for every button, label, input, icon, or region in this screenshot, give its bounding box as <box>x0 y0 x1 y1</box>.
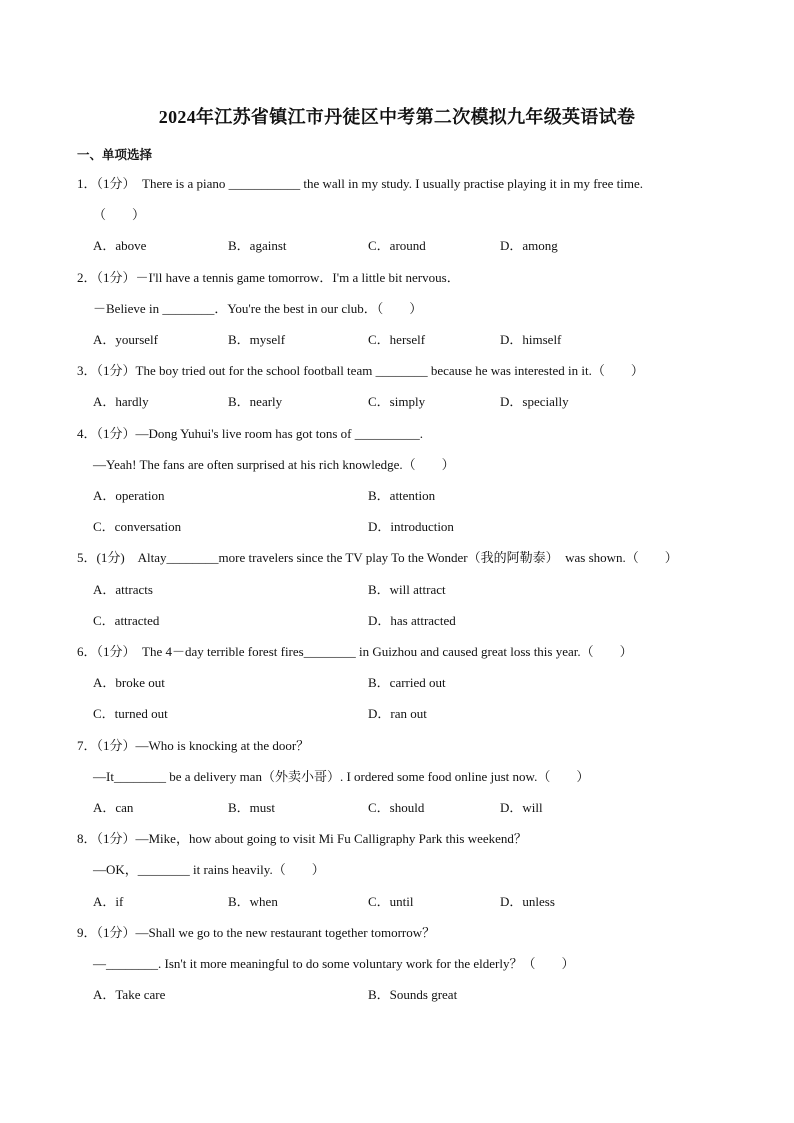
option-1c[interactable]: C．around <box>368 238 426 253</box>
question-7-stem: 7．（1分）—Who is knocking at the door？ <box>77 738 310 753</box>
option-7d[interactable]: D．will <box>500 800 543 815</box>
option-7a[interactable]: A．can <box>93 800 134 815</box>
question-8-stem: 8．（1分）—Mike，how about going to visit Mi Fu Calligraphy Park this weekend？ <box>77 831 527 846</box>
question-3-stem: 3．（1分）The boy tried out for the school football team ________ because he was interested in it.（ ） <box>77 363 644 378</box>
option-6b[interactable]: B．carried out <box>368 675 446 690</box>
section-heading: 一、单项选择 <box>77 148 153 162</box>
option-3c[interactable]: C．simply <box>368 394 426 409</box>
option-2d[interactable]: D．himself <box>500 332 562 347</box>
question-5-stem: 5．(1分) Altay________more travelers since the TV play To the Wonder（我的阿勒泰） was shown.（ ） <box>77 550 678 565</box>
question-6-stem: 6．（1分） The 4－day terrible forest fires________ in Guizhou and caused great loss this year.（ ） <box>77 644 633 659</box>
option-1a[interactable]: A．above <box>93 238 147 253</box>
question-1-stem: 1．（1分） There is a piano ___________ the wall in my study. I usually practise playing it in my free time. <box>77 176 643 191</box>
option-2a[interactable]: A．yourself <box>93 332 158 347</box>
option-8b[interactable]: B．when <box>228 894 278 909</box>
option-3a[interactable]: A．hardly <box>93 394 149 409</box>
option-6d[interactable]: D．ran out <box>368 706 427 721</box>
option-4d[interactable]: D．introduction <box>368 519 454 534</box>
option-5c[interactable]: C．attracted <box>93 613 160 628</box>
option-4c[interactable]: C．conversation <box>93 519 182 534</box>
option-3b[interactable]: B．nearly <box>228 394 283 409</box>
question-8-stem-line2: —OK，________ it rains heavily.（ ） <box>93 862 325 877</box>
question-9-stem-line2: —________. Isn't it more meaningful to do some voluntary work for the elderly？（ ） <box>93 956 575 971</box>
option-5a[interactable]: A．attracts <box>93 582 153 597</box>
question-1-answer-paren: （ ） <box>93 207 146 222</box>
option-4b[interactable]: B．attention <box>368 488 436 503</box>
option-7c[interactable]: C．should <box>368 800 425 815</box>
question-2-stem-line2: －Believe in ________．You're the best in our club．（ ） <box>93 301 423 316</box>
option-5d[interactable]: D．has attracted <box>368 613 456 628</box>
option-8c[interactable]: C．until <box>368 894 414 909</box>
option-2b[interactable]: B．myself <box>228 332 286 347</box>
option-4a[interactable]: A．operation <box>93 488 165 503</box>
option-1b[interactable]: B．against <box>228 238 287 253</box>
page-title: 2024年江苏省镇江市丹徒区中考第二次模拟九年级英语试卷 <box>158 107 636 127</box>
question-2-stem: 2．（1分）－I'll have a tennis game tomorrow．I'm a little bit nervous． <box>77 270 460 285</box>
question-4-stem-line2: —Yeah! The fans are often surprised at his rich knowledge.（ ） <box>93 457 455 472</box>
question-9-stem: 9．（1分）—Shall we go to the new restaurant together tomorrow？ <box>77 925 436 940</box>
question-4-stem: 4．（1分）—Dong Yuhui's live room has got tons of __________. <box>77 426 423 441</box>
question-7-stem-line2: —It________ be a delivery man（外卖小哥）. I ordered some food online just now.（ ） <box>93 769 590 784</box>
option-2c[interactable]: C．herself <box>368 332 426 347</box>
option-8a[interactable]: A．if <box>93 894 124 909</box>
option-9b[interactable]: B．Sounds great <box>368 987 458 1002</box>
option-8d[interactable]: D．unless <box>500 894 555 909</box>
option-7b[interactable]: B．must <box>228 800 275 815</box>
option-3d[interactable]: D．specially <box>500 394 569 409</box>
option-9a[interactable]: A．Take care <box>93 987 166 1002</box>
option-1d[interactable]: D．among <box>500 238 558 253</box>
option-6a[interactable]: A．broke out <box>93 675 165 690</box>
option-5b[interactable]: B．will attract <box>368 582 446 597</box>
option-6c[interactable]: C．turned out <box>93 706 168 721</box>
